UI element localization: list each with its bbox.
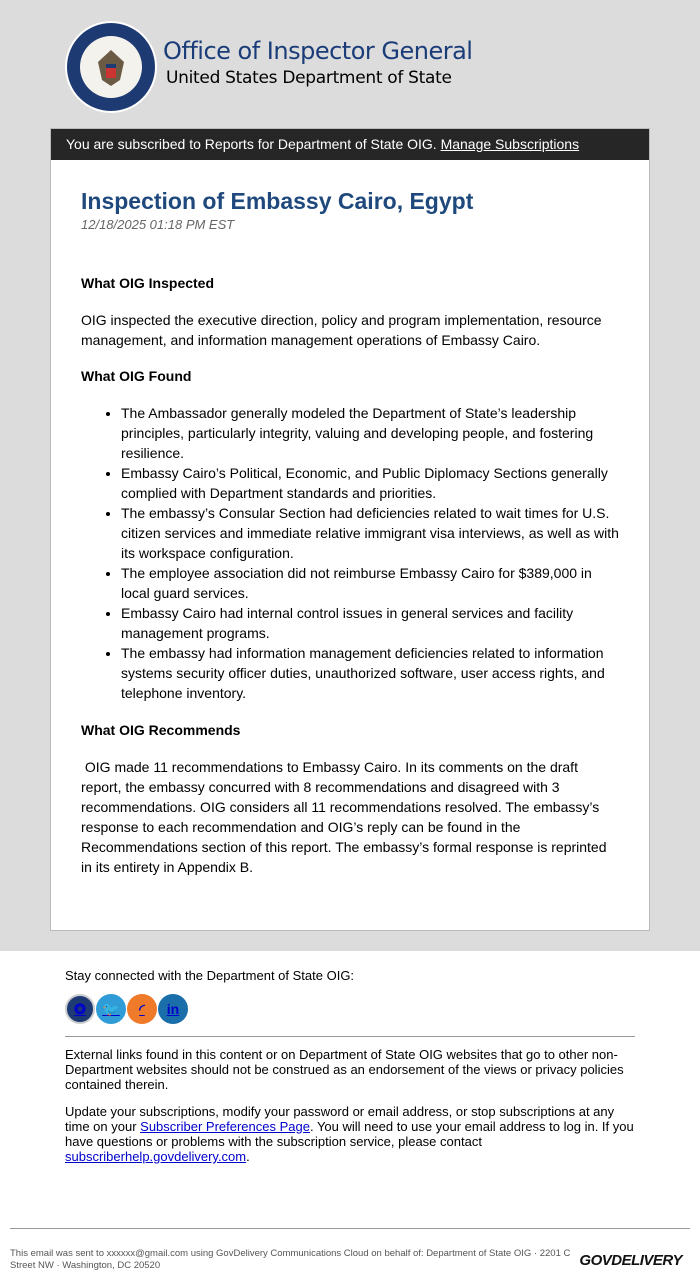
state-seal-icon[interactable]: ✪ [65,994,95,1024]
article-date: 12/18/2025 01:18 PM EST [81,217,235,232]
subscription-bar [51,129,649,160]
govdelivery-logo[interactable]: GOVDELIVERY [579,1252,682,1269]
stay-connected-text: Stay connected with the Department of State OIG: [65,968,355,983]
list-item: • The Ambassador generally modeled the Department of State’s leadership principles, particularly integrity, valuing and developing people, and fostering resilience. [121,403,619,463]
findings-list [81,403,619,703]
twitter-icon[interactable]: 🐦 [96,994,126,1024]
subscription-text: You are subscribed to Reports for Department of State OIG. [66,136,437,152]
list-item: • The employee association did not reimburse Embassy Cairo for $389,000 in local guard services. [121,563,619,603]
disclaimer-text: External links found in this content or on Department of State OIG websites that go to other non-Department websites should not be construed as an endorsement of the views or privacy policies contained therein. [65,1047,624,1092]
brand-title: Office of Inspector General [163,37,473,65]
list-item: • The embassy had information management deficiencies related to information systems security officer duties, unauthorized software, user access rights, and telephone inventory. [121,643,619,703]
social-links [65,994,635,1024]
rss-icon[interactable]: ◜ [127,994,157,1024]
report-card [50,128,650,931]
linkedin-icon[interactable]: in [158,994,188,1024]
footer [65,968,635,1164]
divider [65,1036,635,1037]
update-text [65,1104,635,1164]
section-heading: What OIG Recommends [81,722,241,738]
update-text-end: . [246,1149,250,1164]
section-heading: What OIG Inspected [81,275,215,291]
update-text-start: Update your subscriptions, modify your password or email address, or stop subscriptions at any time on your [65,1104,615,1134]
oig-seal-logo [64,20,158,114]
section-body: OIG made 11 recommendations to Embassy Cairo. In its comments on the draft report, the embassy concurred with 8 recommendations and disagreed with 3 recommendations. OIG considers all 11 recommendations resolved. The embassy’s response to each recommendation and OIG’s reply can be found in the Recommendations section of this report. The embassy’s formal response is reprinted in its entirety in Appendix B. [81,759,611,875]
subscriber-help-link[interactable]: subscriberhelp.govdelivery.com [65,1149,247,1164]
section-body: OIG inspected the executive direction, policy and program implementation, resource management, and information management operations of Embassy Cairo. [81,312,602,348]
subscriber-preferences-link[interactable]: Subscriber Preferences Page [140,1119,310,1134]
brand-subtitle: United States Department of State [166,68,452,88]
list-item: • The embassy’s Consular Section had deficiencies related to wait times for U.S. citizen services and immediate relative immigrant visa interviews, as well as with its workspace configuration. [121,503,619,563]
legal-text: This email was sent to xxxxxx@gmail.com using GovDelivery Communications Cloud on behalf of: Department of State OIG · 2201 C Street NW · Washington, DC 20520 [10,1248,571,1271]
list-item: • Embassy Cairo had internal control issues in general services and facility management programs. [121,603,619,643]
divider [10,1228,690,1229]
update-text-mid: . You will need to use your email address to log in. If you have questions or problems with the subscription service, please contact [65,1119,634,1149]
section-heading: What OIG Found [81,368,192,384]
manage-subscriptions-link[interactable]: Manage Subscriptions [440,136,580,152]
article-title: Inspection of Embassy Cairo, Egypt [81,188,474,214]
list-item: • Embassy Cairo’s Political, Economic, and Public Diplomacy Sections generally complied with Department standards and priorities. [121,463,619,503]
